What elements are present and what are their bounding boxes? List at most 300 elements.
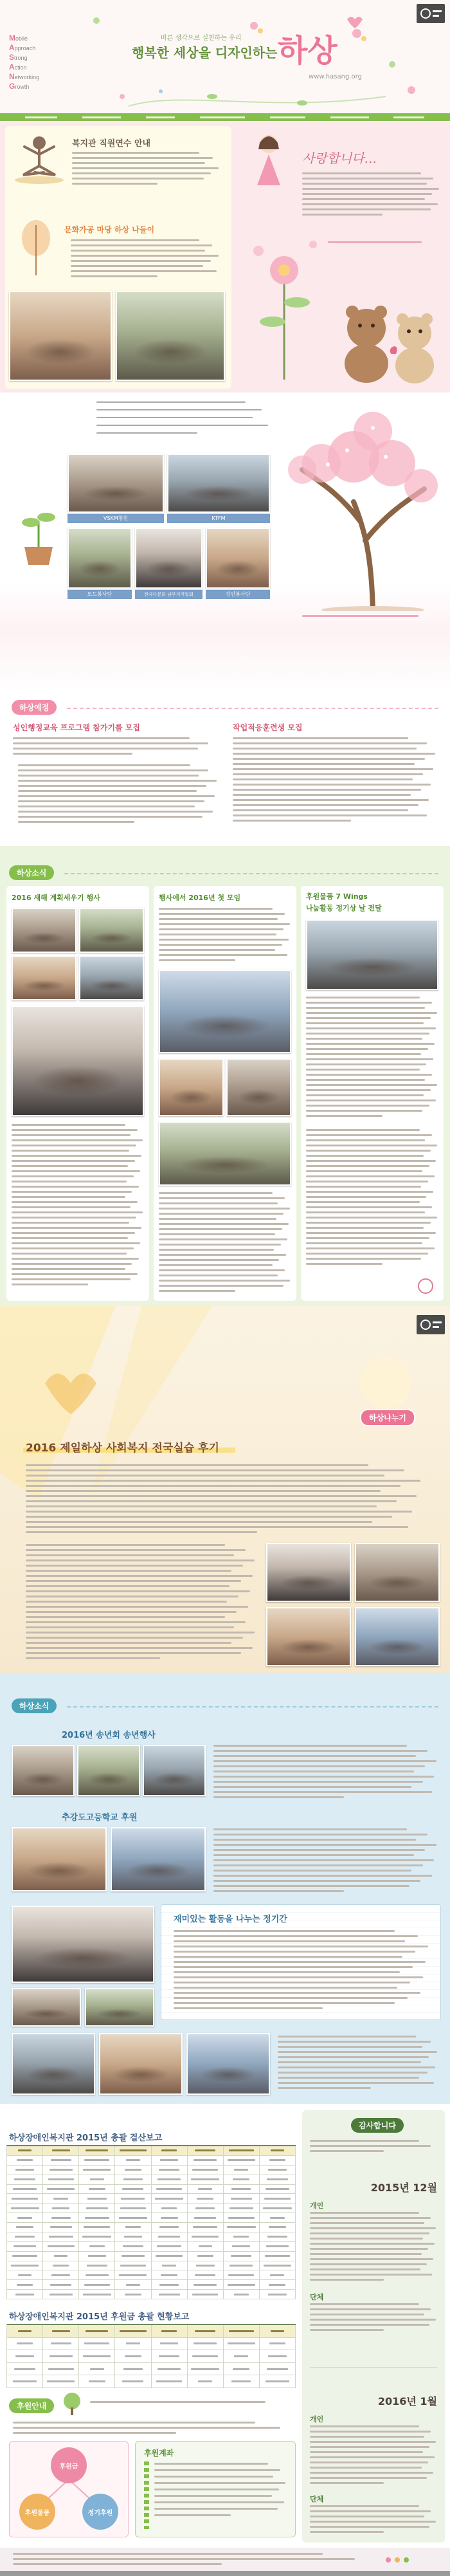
table-cell [188,2280,224,2290]
text-line [159,1208,290,1210]
cell-value-mark [194,2217,216,2219]
outing-photo [116,291,225,381]
first-meeting-title: 행사에서 2016년 첫 모임 [159,894,241,902]
cell-value-mark [193,2226,217,2228]
text-line [233,799,429,801]
text-line [12,1217,136,1219]
cell-value-mark [228,2159,255,2161]
text-line [306,1139,425,1141]
text-line [306,1099,436,1101]
text-line [310,2456,435,2458]
table-cell [7,2350,43,2363]
education-program-title: 성인행정교육 프로그램 참가기를 모집 [13,723,141,732]
table-cell [260,2325,296,2338]
trainee-recruit-title: 작업적응훈련생 모집 [233,723,303,732]
text-line [12,1273,138,1275]
table-cell [43,2242,79,2252]
support-type-regular[interactable]: 정기후원 [82,2494,118,2530]
cell-value-mark [84,2342,109,2344]
table-cell [224,2325,260,2338]
text-line [310,2140,419,2142]
table-cell [79,2338,115,2351]
text-line [26,1544,225,1546]
text-line [213,1765,425,1767]
slogan: 행복한 세상을 디자인하는 [132,45,278,60]
support-type-goods[interactable]: 후원물품 [19,2494,55,2530]
table-cell [260,2213,296,2223]
table-cell [188,2194,224,2203]
cell-value-mark [51,2217,71,2219]
cell-value-mark [195,2149,215,2151]
table-cell [260,2252,296,2261]
text-line [213,1864,423,1866]
text-line [12,1278,130,1280]
table-cell [43,2363,79,2376]
text-line [12,1268,125,1270]
table-cell [152,2223,188,2232]
text-line [306,1048,428,1050]
text-line [306,1145,437,1146]
text-line [306,1160,436,1162]
text-line [72,157,213,159]
cell-value-mark [194,2342,217,2344]
text-line [71,275,158,277]
text-line [12,1283,88,1285]
cell-value-mark [161,2217,178,2219]
text-line [71,239,199,241]
text-line [306,1115,382,1117]
logo-mark-icon [417,1315,445,1334]
new-year-plan-title: 2016 새해 계획세우기 행사 [12,894,100,902]
cell-value-mark [50,2284,71,2286]
text-line [213,1849,425,1851]
text-line [159,1280,290,1282]
table-cell [152,2363,188,2376]
text-line [310,2516,424,2517]
text-line [12,1129,138,1131]
activity-photo [12,1906,154,1983]
nav-item[interactable] [330,116,369,118]
text-line [159,1290,235,1292]
table-cell [7,2270,43,2280]
table-cell [188,2338,224,2351]
thanks-note [310,2140,437,2152]
cell-value-mark [83,2355,111,2357]
table-cell [260,2166,296,2175]
text-line [159,1197,285,1199]
footer-strip [0,2571,450,2576]
table-cell [7,2213,43,2223]
text-line [306,1012,437,1014]
news-section-1 [0,846,450,1306]
girl-illustration [239,130,298,188]
nav-item[interactable] [270,116,305,118]
text-line [18,821,134,823]
table-cell [43,2375,79,2388]
cell-value-mark [11,2265,38,2267]
table-cell [260,2261,296,2271]
text-line [306,1258,421,1260]
volunteer-photo [68,454,164,513]
text-line [159,1202,278,1204]
text-line [72,178,204,179]
cell-value-mark [266,2380,289,2382]
table-cell [115,2146,151,2156]
text-line [154,2469,280,2471]
cell-value-mark [52,2330,70,2332]
practicum-review-body-2 [26,1544,257,1659]
cell-value-mark [17,2284,33,2286]
text-line [13,737,190,739]
news-section-2 [0,1673,450,2104]
nav-item[interactable] [200,116,245,118]
table-cell [79,2242,115,2252]
flower-decoration [93,17,415,106]
text-line [12,1258,139,1260]
text-line [26,1575,253,1577]
cell-value-mark [228,2284,256,2286]
dot-icon [404,2557,409,2562]
cell-value-mark [14,2368,35,2370]
cell-value-mark [269,2342,285,2344]
text-line [12,1237,128,1239]
text-line [159,1285,284,1287]
cell-value-mark [268,2169,287,2171]
text-line [72,167,219,169]
cell-value-mark [53,2265,69,2267]
table-cell [152,2242,188,2252]
table-cell [188,2175,224,2185]
text-line [233,742,427,744]
table-cell [115,2252,151,2261]
table-cell [79,2350,115,2363]
text-line [96,417,253,418]
yoga-figure-illustration [10,133,68,187]
activity-sharing-body [174,1930,431,2009]
acronym-word: Action [9,62,27,71]
cell-value-mark [233,2236,249,2238]
footer-dots [386,2552,437,2568]
year-end-photo [143,1745,206,1796]
trainee-recruit-details [233,737,437,822]
activity-photo [99,2033,183,2095]
text-line [213,1890,344,1892]
text-line [213,1885,410,1887]
website-url[interactable]: www.hasang.org [309,73,362,80]
cell-value-mark [125,2169,141,2171]
volunteer-photo [167,454,270,513]
cell-value-mark [191,2368,219,2370]
text-line [213,1771,414,1772]
table-cell [152,2175,188,2185]
school-donation-photo [111,1827,206,1891]
text-line [328,241,422,243]
table-cell [79,2290,115,2299]
cell-value-mark [86,2207,108,2209]
bank-bullet-icons [144,2461,149,2529]
table-cell [43,2146,79,2156]
text-line [233,784,431,786]
table-cell [224,2185,260,2194]
text-line [213,1796,344,1798]
text-line [26,1565,243,1567]
text-line [310,2467,422,2469]
greeting-body-text [302,172,440,216]
text-line [213,1791,432,1793]
text-line [174,1961,426,1963]
text-line [278,2051,437,2053]
meeting-photo [159,1121,291,1186]
footer-contact-text [13,2553,373,2565]
cell-value-mark [228,2342,255,2344]
thanks-month-december: 2015년 12월 [370,2182,437,2194]
text-line [12,1242,140,1244]
text-line [174,1987,397,1989]
meeting-photo [159,1058,224,1116]
school-donation-body [213,1828,438,1892]
school-donation-photo [12,1827,107,1891]
cell-value-mark [13,2380,36,2382]
table-cell [152,2338,188,2351]
table-cell [188,2166,224,2175]
text-line [96,409,262,410]
table-cell [188,2270,224,2280]
text-line [233,789,421,791]
nav-item[interactable] [82,116,121,118]
table-cell [7,2363,43,2376]
table-cell [224,2242,260,2252]
cell-value-mark [234,2355,248,2357]
cell-value-mark [192,2294,218,2295]
text-line [310,2319,436,2321]
cell-value-mark [88,2255,106,2257]
text-line [174,1982,410,1983]
text-line [154,2514,231,2516]
table-cell [152,2213,188,2223]
donation-report-title: 하상장애인복지관 2015년 후원금 총괄 현황보고 [9,2312,190,2322]
text-line [159,1274,278,1276]
table-cell [260,2290,296,2299]
table-cell [188,2252,224,2261]
text-line [12,1263,132,1265]
text-line [159,934,276,935]
cell-value-mark [18,2330,32,2332]
text-line [174,1930,395,1932]
cell-value-mark [229,2330,254,2332]
cell-value-mark [159,2355,180,2357]
text-line [26,1475,384,1477]
cell-value-mark [47,2188,75,2190]
nav-bar [0,113,450,121]
nav-item[interactable] [146,116,175,118]
cell-value-mark [124,2236,142,2238]
text-line [310,2258,433,2260]
text-line [26,1521,372,1523]
cell-value-mark [49,2236,73,2238]
table-cell [115,2325,151,2338]
cell-value-mark [123,2245,143,2247]
table-cell [224,2194,260,2203]
center-logo [417,4,445,23]
training-body-text [72,152,220,185]
text-line [278,2061,421,2063]
text-line [213,1854,414,1856]
donation-delivery-body-2 [306,1129,438,1265]
text-line [213,1786,411,1788]
table-cell [79,2280,115,2290]
practicum-review-title: 2016 제일하상 사회복지 전국실습 후기 [26,1442,219,1455]
acronym-word: Mobile [9,33,28,42]
text-line [306,1217,437,1219]
table-cell [188,2242,224,2252]
text-line [154,2476,273,2478]
upcoming-section [0,630,450,846]
training-title: 복지관 직원연수 안내 [72,139,151,149]
donation-delivery-title-line2: 나눔활동 정기상 날 전달 [306,904,382,912]
support-type-money[interactable]: 후원금 [51,2447,87,2483]
text-line [26,1511,412,1513]
table-cell [188,2375,224,2388]
text-line [174,1951,415,1953]
table-cell [224,2270,260,2280]
text-line [18,785,206,787]
text-line [159,959,235,961]
table-cell [115,2261,151,2271]
cell-value-mark [18,2149,32,2151]
cell-value-mark [159,2226,179,2228]
table-cell [260,2146,296,2156]
cell-value-mark [159,2284,178,2286]
table-cell [79,2166,115,2175]
text-line [278,2036,416,2038]
text-line [18,816,203,818]
table-cell [7,2146,43,2156]
cell-value-mark [159,2294,180,2295]
text-line [306,1181,428,1182]
text-line [310,2461,428,2463]
text-line [12,1206,130,1208]
cell-value-mark [51,2159,71,2161]
text-line [278,2066,435,2068]
support-guide-text [13,2422,294,2434]
text-line [278,2082,434,2084]
text-line [306,1063,426,1065]
acronym-word: Networking [9,72,40,81]
text-line [306,1069,420,1071]
cell-value-mark [231,2198,253,2200]
text-line [174,1971,400,1973]
text-line [302,208,431,210]
text-line [310,2232,429,2234]
text-line [174,1946,428,1947]
practicum-photo [355,1607,440,1666]
cell-value-mark [230,2207,253,2209]
year-end-event-title: 2016년 송년회 송년행사 [62,1731,156,1740]
seal-icon [418,1278,433,1294]
table-cell [188,2203,224,2213]
text-line [306,1237,429,1239]
text-line [159,1264,273,1266]
text-line [159,913,285,915]
activity-photo [85,1988,154,2027]
text-line [306,1007,425,1009]
text-line [26,1585,230,1587]
event-photo [12,908,76,953]
cell-value-mark [227,2226,256,2228]
text-line [213,1745,407,1747]
cell-value-mark [86,2274,109,2276]
practicum-photo [266,1607,351,1666]
text-line [71,244,212,246]
text-line [26,1549,246,1551]
text-line [233,737,408,739]
cell-value-mark [121,2198,145,2200]
nav-item[interactable] [393,116,424,118]
volunteer-photo [68,528,132,589]
text-line [302,183,427,185]
cell-value-mark [15,2294,34,2295]
table-cell [43,2325,79,2338]
text-line [159,1259,279,1261]
text-line [306,1002,432,1004]
cell-value-mark [162,2265,176,2267]
cell-value-mark [231,2380,251,2382]
cell-value-mark [234,2169,248,2171]
cell-value-mark [83,2294,111,2295]
cell-value-mark [120,2149,147,2151]
donor-type-individual: 개인 [310,2415,324,2424]
cell-value-mark [233,2178,249,2180]
text-line [154,2495,272,2497]
text-line [310,2526,429,2528]
text-line [154,2463,268,2465]
activity-photo [186,2033,270,2095]
cell-value-mark [86,2330,108,2332]
text-line [18,790,197,792]
text-line [12,1134,130,1136]
text-line [12,1191,132,1193]
table-cell [7,2242,43,2252]
table-cell [188,2232,224,2242]
cell-value-mark [15,2169,34,2171]
text-line [306,1110,422,1112]
table-cell [7,2338,43,2351]
table-cell [152,2280,188,2290]
table-cell [7,2290,43,2299]
text-line [26,1642,231,1644]
table-cell [79,2156,115,2166]
table-cell [79,2203,115,2213]
cell-value-mark [156,2188,182,2190]
text-line [12,1170,140,1172]
nav-item[interactable] [25,116,57,118]
text-line [306,1227,424,1229]
text-line [26,1554,234,1556]
donation-table [6,2324,296,2388]
text-line [302,178,433,179]
text-line [154,2508,278,2510]
text-line [310,2521,436,2523]
text-line [310,2482,384,2484]
text-line [12,1160,135,1162]
activity-extra-body [278,2036,438,2089]
table-cell [224,2261,260,2271]
photo-caption: 성인봉사단 [206,590,270,599]
acronym-list [9,33,39,91]
cell-value-mark [161,2207,176,2209]
table-cell [224,2290,260,2299]
cell-value-mark [268,2355,287,2357]
